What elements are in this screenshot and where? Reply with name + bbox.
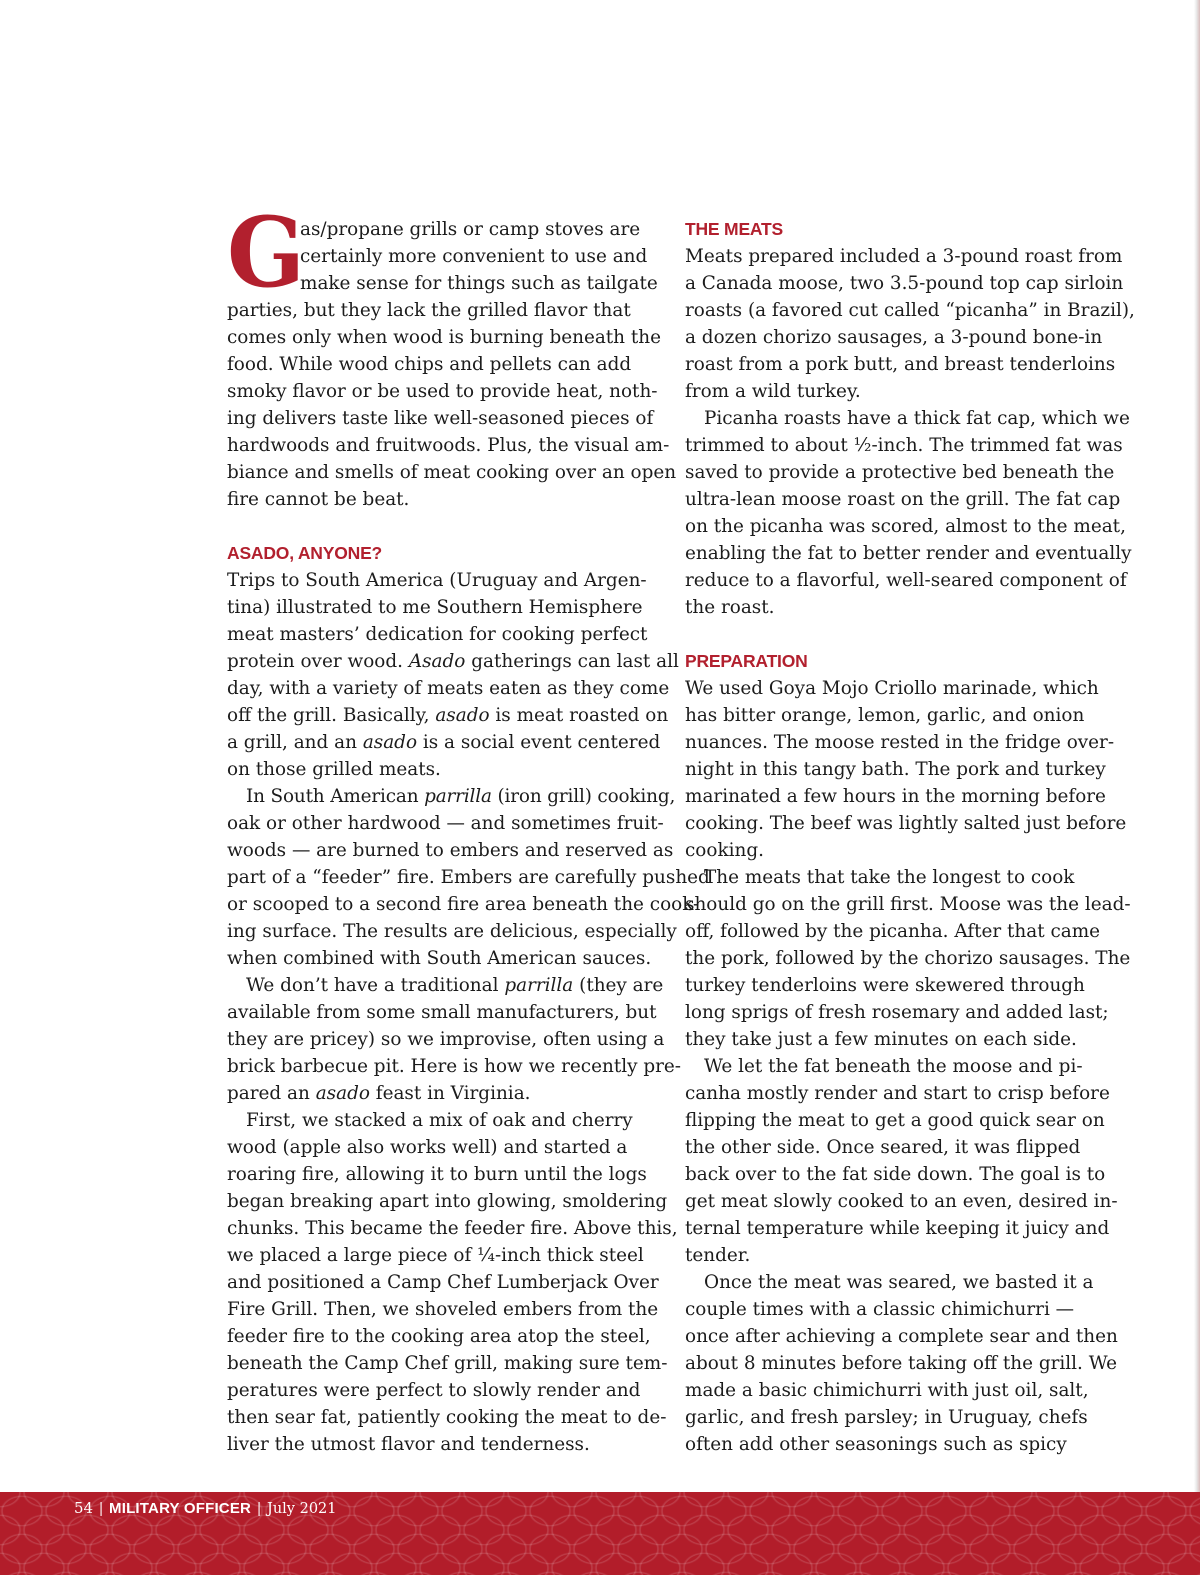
text-line: ing surface. The results are delicious, especially <box>227 921 677 942</box>
asado-paragraph-3 <box>227 999 681 1080</box>
text-line: nuances. The moose rested in the fridge over- <box>685 732 1115 753</box>
text-line: part of a “feeder” fire. Embers are carefully pushed <box>227 867 710 888</box>
folio-separator: | <box>99 1500 103 1517</box>
text-line: saved to provide a protective bed beneath the <box>685 462 1115 483</box>
text-line: reduce to a flavorful, well-seared component of <box>685 570 1127 591</box>
text-line: the other side. Once seared, it was flipped <box>685 1137 1081 1158</box>
text-line: has bitter orange, lemon, garlic, and onion <box>685 705 1085 726</box>
prep-paragraph-1 <box>685 675 1127 864</box>
text-line: food. While wood chips and pellets can add <box>227 354 632 375</box>
text-line: roaring fire, allowing it to burn until the logs <box>227 1164 647 1185</box>
meats-paragraph-1 <box>685 243 1135 405</box>
text-line: Fire Grill. Then, we shoveled embers from the <box>227 1299 659 1320</box>
text-line: flipping the meat to get a good quick sear on <box>685 1110 1105 1131</box>
text-line: ternal temperature while keeping it juicy and <box>685 1218 1110 1239</box>
prep-paragraph-3 <box>685 1053 1118 1269</box>
text-line: chunks. This became the feeder fire. Above this, <box>227 1218 678 1239</box>
text-line: liver the utmost flavor and tenderness. <box>227 1434 590 1455</box>
text-line: woods — are burned to embers and reserved as <box>227 840 674 861</box>
text-line: they are pricey) so we improvise, often using a <box>227 1029 665 1050</box>
text-line: night in this tangy bath. The pork and turkey <box>685 759 1106 780</box>
text-line: or scooped to a second fire area beneath the cook- <box>227 894 700 915</box>
prep-paragraph-4 <box>685 1269 1118 1458</box>
text-line: We don’t have a traditional parrilla (they are <box>246 975 664 996</box>
drop-cap: G <box>227 196 305 309</box>
text-line: back over to the fat side down. The goal is to <box>685 1164 1106 1185</box>
text-line: from a wild turkey. <box>685 381 861 402</box>
text-line: parties, but they lack the grilled flavor that <box>227 300 631 321</box>
text-line: Trips to South America (Uruguay and Argen- <box>227 570 647 591</box>
asado-paragraph-1 <box>227 567 657 648</box>
section-heading-meats: THE MEATS <box>685 219 784 239</box>
text-line: peratures were perfect to slowly render and <box>227 1380 641 1401</box>
text-line: garlic, and fresh parsley; in Uruguay, chefs <box>685 1407 1088 1428</box>
text-line: turkey tenderloins were skewered through <box>685 975 1085 996</box>
section-heading-asado: ASADO, ANYONE? <box>227 543 383 563</box>
text-line: get meat slowly cooked to an even, desired in- <box>685 1191 1118 1212</box>
magazine-title: MILITARY OFFICER <box>109 1500 252 1517</box>
text-line: Picanha roasts have a thick fat cap, which we <box>704 408 1130 429</box>
text-line: tender. <box>685 1245 751 1266</box>
intro-rest <box>227 297 677 513</box>
text-line: enabling the fat to better render and eventually <box>685 543 1132 564</box>
text-line: In South American parrilla (iron grill) cooking, <box>246 786 676 807</box>
text-line: feeder fire to the cooking area atop the steel, <box>227 1326 651 1347</box>
meats-paragraph-2 <box>685 405 1132 621</box>
text-line: pared an asado feast in Virginia. <box>227 1083 531 1104</box>
text-line: as/propane grills or camp stoves are <box>300 219 641 240</box>
text-line: the pork, followed by the chorizo sausages. The <box>685 948 1131 969</box>
text-line: then sear fat, patiently cooking the meat to de- <box>227 1407 667 1428</box>
text-line: began breaking apart into glowing, smoldering <box>227 1191 668 1212</box>
text-line: hardwoods and fruitwoods. Plus, the visual am- <box>227 435 670 456</box>
text-line: once after achieving a complete sear and then <box>685 1326 1118 1347</box>
intro-paragraph <box>227 196 658 309</box>
text-line: off, followed by the picanha. After that came <box>685 921 1101 942</box>
prep-paragraph-2 <box>685 864 1131 1053</box>
text-line: they take just a few minutes on each side. <box>685 1029 1077 1050</box>
text-line: Once the meat was seared, we basted it a <box>704 1272 1094 1293</box>
text-line: The meats that take the longest to cook <box>704 867 1075 888</box>
text-line: brick barbecue pit. Here is how we recently pre- <box>227 1056 681 1077</box>
text-line: comes only when wood is burning beneath the <box>227 327 661 348</box>
text-line: and positioned a Camp Chef Lumberjack Over <box>227 1272 659 1293</box>
text-line: beneath the Camp Chef grill, making sure tem- <box>227 1353 668 1374</box>
text-line: First, we stacked a mix of oak and cherry <box>246 1110 633 1131</box>
text-line: a grill, and an asado is a social event centered <box>227 732 661 753</box>
page-number: 54 <box>74 1499 94 1517</box>
issue-date: July 2021 <box>267 1501 337 1517</box>
text-line: We used Goya Mojo Criollo marinade, which <box>685 678 1099 699</box>
text-line: Meats prepared included a 3-pound roast from <box>685 246 1123 267</box>
text-line: on the picanha was scored, almost to the meat, <box>685 516 1126 537</box>
text-line: we placed a large piece of ¼-inch thick steel <box>227 1245 644 1266</box>
text-line: meat masters’ dedication for cooking perfect <box>227 624 648 645</box>
text-line: make sense for things such as tailgate <box>300 273 658 294</box>
text-line: wood (apple also works well) and started a <box>227 1137 628 1158</box>
text-line: fire cannot be beat. <box>227 489 410 510</box>
text-line: We let the fat beneath the moose and pi- <box>704 1056 1083 1077</box>
text-line: roasts (a favored cut called “picanha” in Brazil), <box>685 300 1135 321</box>
asado-paragraph-2 <box>227 810 710 972</box>
text-line: canha mostly render and start to crisp before <box>685 1083 1110 1104</box>
text-line: ing delivers taste like well-seasoned pieces of <box>227 408 654 429</box>
text-line: a dozen chorizo sausages, a 3-pound bone-in <box>685 327 1103 348</box>
page-edge <box>1194 0 1200 1500</box>
text-line: often add other seasonings such as spicy <box>685 1434 1067 1455</box>
text-line: tina) illustrated to me Southern Hemisphere <box>227 597 643 618</box>
text-line: long sprigs of fresh rosemary and added last; <box>685 1002 1109 1023</box>
asado-paragraph-4 <box>227 1107 678 1458</box>
text-line: a Canada moose, two 3.5-pound top cap sirloin <box>685 273 1124 294</box>
text-line: made a basic chimichurri with just oil, salt, <box>685 1380 1089 1401</box>
text-line: when combined with South American sauces. <box>227 948 652 969</box>
text-line: should go on the grill first. Moose was the lead- <box>685 894 1131 915</box>
section-heading-preparation: PREPARATION <box>685 651 808 671</box>
text-line: marinated a few hours in the morning before <box>685 786 1106 807</box>
text-line: smoky flavor or be used to provide heat, noth- <box>227 381 658 402</box>
text-line: on those grilled meats. <box>227 759 441 780</box>
text-line: day, with a variety of meats eaten as they come <box>227 678 670 699</box>
text-line: the roast. <box>685 597 775 618</box>
text-line: ultra-lean moose roast on the grill. The fat cap <box>685 489 1121 510</box>
right-column <box>685 216 1135 1458</box>
folio <box>74 1497 337 1519</box>
text-line: certainly more convenient to use and <box>300 246 648 267</box>
left-column <box>227 196 710 1458</box>
text-line: trimmed to about ½-inch. The trimmed fat was <box>685 435 1123 456</box>
text-line: protein over wood. Asado gatherings can last all <box>227 651 679 672</box>
text-line: biance and smells of meat cooking over an open <box>227 462 677 483</box>
text-line: off the grill. Basically, asado is meat roasted on <box>227 705 669 726</box>
text-line: cooking. The beef was lightly salted just before <box>685 813 1127 834</box>
text-line: roast from a pork butt, and breast tenderloins <box>685 354 1116 375</box>
text-line: available from some small manufacturers, but <box>227 1002 657 1023</box>
text-line: cooking. <box>685 840 764 861</box>
text-line: about 8 minutes before taking off the grill. We <box>685 1353 1118 1374</box>
folio-separator: | <box>257 1500 261 1517</box>
text-line: oak or other hardwood — and sometimes fruit- <box>227 813 664 834</box>
text-line: couple times with a classic chimichurri — <box>685 1299 1075 1320</box>
